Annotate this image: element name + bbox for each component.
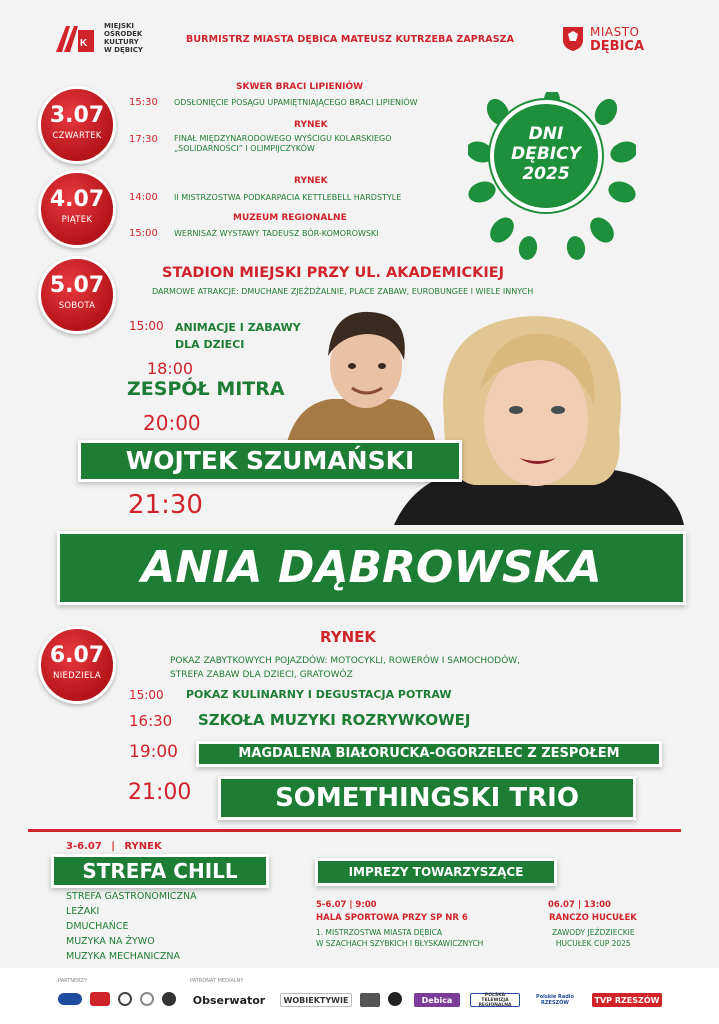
ania-portrait <box>394 310 684 525</box>
side-event-description <box>316 927 483 949</box>
event-time: 15:00 <box>129 688 164 702</box>
city-crest-icon <box>562 26 584 52</box>
weekday-label: PIĄTEK <box>61 215 93 225</box>
mok-logo-icon <box>56 22 96 54</box>
event-time: 21:00 <box>128 780 192 805</box>
side-event-place: HALA SPORTOWA PRZY SP NR 6 <box>316 913 468 923</box>
chill-title-bar <box>51 854 269 888</box>
date-circle-day3 <box>38 256 116 334</box>
date-circle-day1 <box>38 86 116 164</box>
weekday-label: CZWARTEK <box>52 131 102 141</box>
organizer-name <box>104 22 164 54</box>
free-attractions: DARMOWE ATRAKCJE: DMUCHANE ZJEŻDŻALNIE, PLACE ZABAW, EUROBUNGEE I WIELE INNYCH <box>152 287 534 296</box>
partners-label: PARTNERZY <box>58 978 88 984</box>
date-number: 6.07 <box>49 643 105 668</box>
side-event-line: HUCUŁEK CUP 2025 <box>555 939 631 948</box>
event-name-bar <box>196 741 662 767</box>
side-events-title-bar <box>315 858 557 886</box>
badge-line: DNI <box>528 124 564 144</box>
weekday-label: SOBOTA <box>58 301 96 311</box>
kids-activities <box>175 319 301 353</box>
event-badge <box>490 100 602 212</box>
chill-date: 3-6.07 <box>66 841 102 852</box>
date-number: 4.07 <box>49 187 105 212</box>
event-description: ODSŁONIĘCIE POSĄGU UPAMIĘTNIAJĄCEGO BRACI LIPIENIÓW <box>174 98 418 107</box>
event-description: WERNISAŻ WYSTAWY TADEUSZ BÓR-KOMOROWSKI <box>174 229 379 238</box>
event-time: 15:00 <box>129 228 158 239</box>
headliner-ania: ANIA DĄBROWSKA <box>141 542 602 593</box>
stadium-location: STADION MIEJSKI PRZY UL. AKADEMICKIEJ <box>162 265 505 281</box>
invite-text: BURMISTRZ MIASTA DĘBICA MATEUSZ KUTRZEBA ZAPRASZA <box>186 34 515 45</box>
chill-list <box>66 889 197 964</box>
side-event-date: 06.07 | 13:00 <box>548 900 611 910</box>
media-logo-obserwator: Obserwator <box>192 993 266 1007</box>
event-time: 18:00 <box>147 359 194 378</box>
side-event-line: 1. MISTRZOSTWA MIASTA DĘBICA <box>316 928 443 937</box>
side-event-place: RANCZO HUCUŁEK <box>549 913 637 923</box>
partner-logo-icon <box>118 992 132 1006</box>
organizer-line: W DĘBICY <box>104 46 143 54</box>
partner-logo-icon <box>140 992 154 1006</box>
media-logo-tvp: TVP RZESZÓW <box>592 993 662 1007</box>
side-event-line: ZAWODY JEŹDZIECKIE <box>552 928 635 937</box>
event-description-line: „SOLIDARNOŚCI” I OLIMPIJCZYKÓW <box>174 144 315 153</box>
event-name: MAGDALENA BIAŁORUCKA-OGORZELEC Z ZESPOŁEM <box>238 746 620 761</box>
person-photo-icon <box>394 310 684 525</box>
media-logo-icon <box>360 993 380 1007</box>
media-logo-radio: Polskie Radio RZESZÓW <box>536 994 574 1006</box>
event-description: II MISTRZOSTWA PODKARPACIA KETTLEBELL HARDSTYLE <box>174 193 402 202</box>
badge-line: 2025 <box>522 164 570 184</box>
headliner-wojtek-bar <box>78 440 462 482</box>
partner-logo-icon <box>162 992 176 1006</box>
date-circle-day2 <box>38 170 116 248</box>
media-logo-wobiektywie: WOBIEKTYWIE <box>280 993 352 1007</box>
side-event-date: 5-6.07 | 9:00 <box>316 900 377 910</box>
event-description-line: POKAZ ZABYTKOWYCH POJAZDÓW: MOTOCYKLI, ROWERÓW I SAMOCHODÓW, <box>170 656 521 666</box>
date-number: 5.07 <box>49 273 105 298</box>
date-circle-day4 <box>38 626 116 704</box>
headliner-ania-bar <box>57 531 686 605</box>
kids-activities-line: DLA DZIECI <box>175 338 245 351</box>
side-event-description <box>552 927 635 949</box>
partner-logo-icon <box>90 992 110 1006</box>
chill-item: STREFA GASTRONOMICZNA <box>66 891 197 902</box>
media-label: PATRONAT MEDIALNY <box>190 978 244 984</box>
event-description <box>170 654 520 682</box>
weekday-label: NIEDZIELA <box>53 671 101 681</box>
event-location: RYNEK <box>294 120 328 130</box>
event-name: POKAZ KULINARNY I DEGUSTACJA POTRAW <box>186 688 452 701</box>
chill-item: MUZYKA NA ŻYWO <box>66 936 155 947</box>
event-description-line: STREFA ZABAW DLA DZIECI, GRATOWÓZ <box>170 670 353 680</box>
chill-title: STREFA CHILL <box>82 859 238 883</box>
event-location: RYNEK <box>320 628 377 646</box>
event-time: 16:30 <box>129 712 173 730</box>
side-events-title: IMPREZY TOWARZYSZĄCE <box>348 865 524 879</box>
date-number: 3.07 <box>49 103 105 128</box>
event-name-bar <box>218 776 636 820</box>
event-time: 21:30 <box>128 490 203 520</box>
kids-activities-line: ANIMACJE I ZABAWY <box>175 321 301 334</box>
event-description <box>174 134 392 154</box>
chill-place: RYNEK <box>124 841 162 852</box>
event-time: 19:00 <box>129 742 178 762</box>
event-time: 15:30 <box>129 97 158 108</box>
headliner-wojtek: WOJTEK SZUMAŃSKI <box>125 446 415 475</box>
media-logo-icon <box>388 992 402 1006</box>
organizer-line: OŚRODEK <box>104 30 143 38</box>
chill-item: LEŻAKI <box>66 906 100 917</box>
event-time: 20:00 <box>143 411 201 435</box>
chill-separator: | <box>111 841 115 852</box>
svg-text:K: K <box>80 38 88 49</box>
chill-item: MUZYKA MECHANICZNA <box>66 951 181 962</box>
event-time: 15:00 <box>129 319 164 333</box>
event-time: 17:30 <box>129 134 158 145</box>
event-location: RYNEK <box>294 176 328 186</box>
chill-dates <box>66 841 162 852</box>
section-divider <box>28 829 681 832</box>
event-name: SZKOŁA MUZYKI ROZRYWKOWEJ <box>198 711 471 729</box>
event-name: SOMETHINGSKI TRIO <box>275 783 579 813</box>
media-logo-debica: Debica <box>414 993 460 1007</box>
event-time: 14:00 <box>129 192 158 203</box>
organizer-line: MIEJSKI <box>104 22 135 30</box>
side-event-line: W SZACHACH SZYBKICH I BŁYSKAWICZNYCH <box>316 939 484 948</box>
city-label-2: DĘBICA <box>590 39 645 54</box>
event-description-line: FINAŁ MIĘDZYNARODOWEGO WYŚCIGU KOLARSKIEGO <box>174 134 392 143</box>
city-label-1: MIASTO <box>590 25 640 39</box>
chill-item: DMUCHAŃCE <box>66 921 129 932</box>
media-logo-ptr: POLSKA TELEWIZJA REGIONALNA <box>470 993 520 1007</box>
partner-logo-icon <box>58 993 82 1005</box>
event-location: SKWER BRACI LIPIENIÓW <box>236 82 364 92</box>
badge-line: DĘBICY <box>511 144 581 164</box>
event-location: MUZEUM REGIONALNE <box>233 213 347 223</box>
headliner-mitra: ZESPÓŁ MITRA <box>127 378 285 400</box>
organizer-line: KULTURY <box>104 38 139 46</box>
